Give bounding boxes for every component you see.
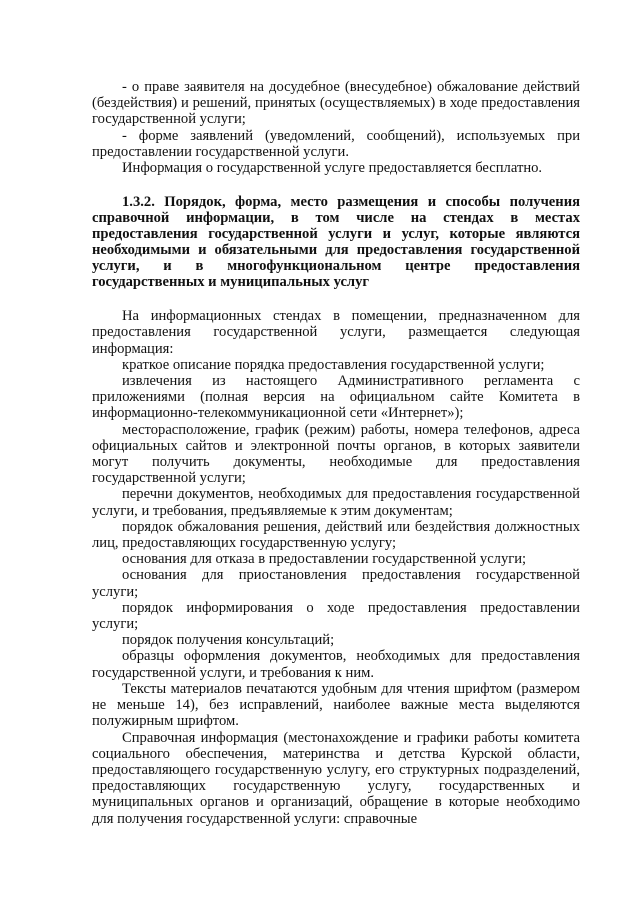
list-item: основания для отказа в предоставлении государственной услуги; (122, 551, 527, 568)
spacer (92, 176, 580, 194)
list-item: извлечения из настоящего Административного регламента с приложениями (полная версия на официальном сайте Комитета в информационно-телекоммуникационной сети «Интернет»); (92, 373, 580, 422)
list-item: краткое описание порядка предоставления государственной услуги; (122, 356, 545, 373)
list-item: порядок информирования о ходе предоставления предоставлении услуги; (92, 599, 580, 633)
document-page (92, 79, 580, 827)
paragraph-free-info: Информация о государственной услуге предоставляется бесплатно. (122, 160, 543, 177)
list-item: месторасположение, график (режим) работы, номера телефонов, адреса официальных сайтов и электронной почты органов, в которых заявители могут получить документы, необходимые для предоставления государственной услуги; (92, 421, 580, 487)
paragraph-stands-intro: На информационных стендах в помещении, предназначенном для предоставления государственной услуги, размещается следующая информация: (92, 308, 580, 357)
section-heading: 1.3.2. Порядок, форма, место размещения и способы получения справочной информации, в том числе на стендах в местах предоставления государственной услуги и услуг, которые являются необходимыми и обязательными для предоставления государственной услуги, и в многофункциональном центре предоставления государственных и муниципальных услуг (92, 194, 580, 291)
list-item: порядок получения консультаций; (122, 632, 335, 649)
paragraph-font-requirements: Тексты материалов печатаются удобным для чтения шрифтом (размером не меньше 14), без исправлений, наиболее важные места выделяются полужирным шрифтом. (92, 680, 580, 730)
list-item: образцы оформления документов, необходимых для предоставления государственной услуги, и требования к ним. (92, 648, 580, 681)
paragraph-reference-info: Справочная информация (местонахождение и графики работы комитета социального обеспечения, материнства и детства Курской области, предоставляющего государственную услугу, его структурных подразделений, предоставляющих государственную услугу, государственных и муниципальных органов и организаций, обращение в которые необходимо для получения государственной услуги: справочные (92, 729, 580, 827)
list-item: порядок обжалования решения, действий или бездействия должностных лиц, предоставляющих государственную услугу; (92, 518, 580, 552)
paragraph-application-forms: - форме заявлений (уведомлений, сообщений), используемых при предоставлении государственной услуги. (92, 127, 580, 160)
paragraph-appeal-right: - о праве заявителя на досудебное (внесудебное) обжалование действий (бездействия) и решений, принятых (осуществляемых) в ходе предоставления государственной услуги; (92, 79, 580, 128)
list-item: перечни документов, необходимых для предоставления государственной услуги, и требования, предъявляемые к этим документам; (92, 486, 580, 519)
spacer (92, 290, 580, 308)
list-item: основания для приостановления предоставления государственной услуги; (92, 567, 580, 600)
